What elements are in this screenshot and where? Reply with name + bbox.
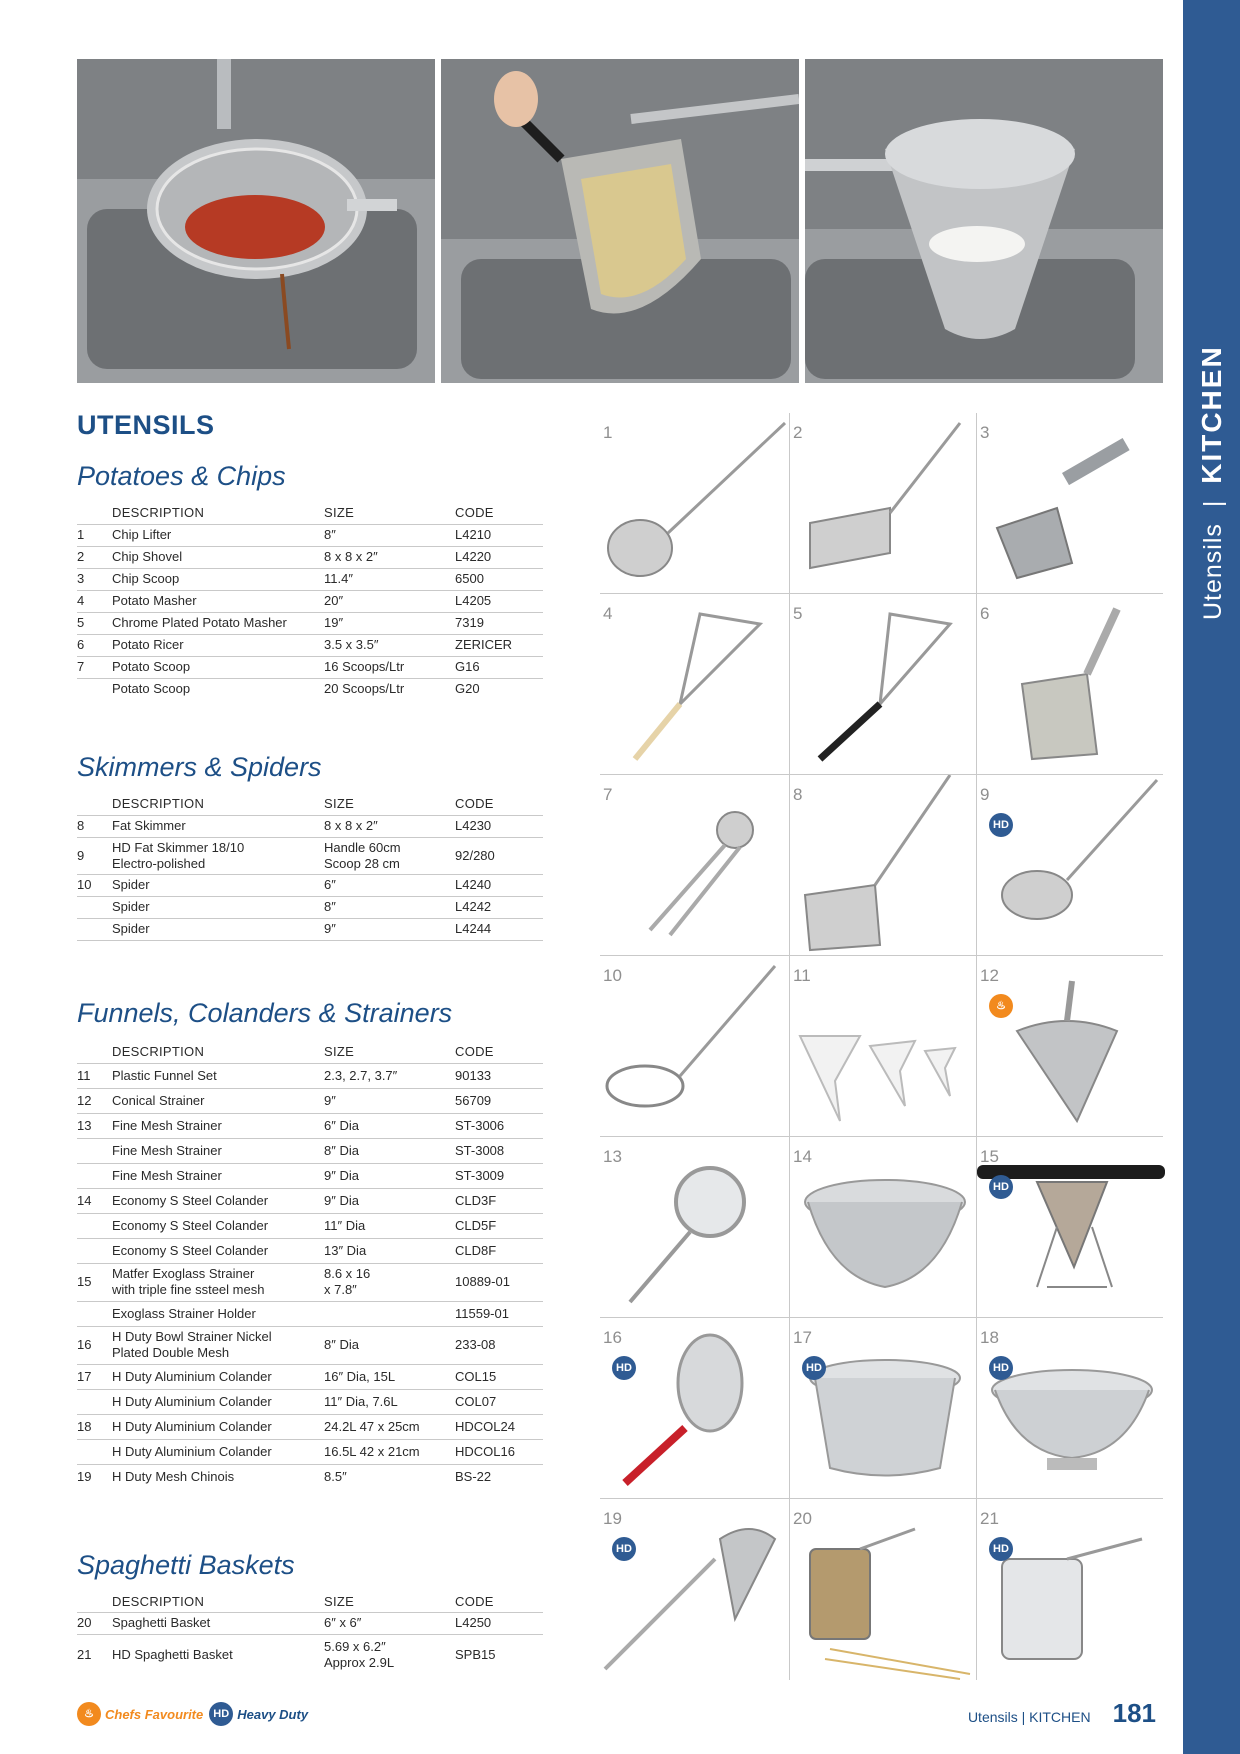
table-row: 21 HD Spaghetti Basket 5.69 x 6.2″ Approx 2.9L SPB15 xyxy=(77,1639,496,1671)
product-cell-16 xyxy=(600,1318,788,1499)
product-cell-2 xyxy=(790,413,978,594)
table-row: 8 Fat Skimmer 8 x 8 x 2″ L4230 xyxy=(77,815,543,837)
section-title-spaghetti: Spaghetti Baskets xyxy=(77,1550,295,1580)
table-row: Spider 9″ L4244 xyxy=(77,918,543,940)
table-row: 10 Spider 6″ L4240 xyxy=(77,874,543,896)
chip-scoop-image xyxy=(977,413,1165,594)
potato-scoop-image xyxy=(600,775,788,956)
header-code: CODE xyxy=(455,1592,543,1612)
table-row: 6 Potato Ricer 3.5 x 3.5″ ZERICER xyxy=(77,634,543,656)
photo-mesh-strainer xyxy=(77,59,435,383)
exoglass-strainer-image xyxy=(977,1137,1165,1318)
item-number: 17 xyxy=(793,1328,812,1347)
hd-badge: HD xyxy=(989,1175,1013,1199)
table-row: 11 Plastic Funnel Set 2.3, 2.7, 3.7″ 90133 xyxy=(77,1063,543,1088)
hd-icon: HD xyxy=(209,1702,233,1726)
product-cell-20 xyxy=(790,1499,978,1680)
table-row: Exoglass Strainer Holder 11559-01 xyxy=(77,1301,543,1326)
photo-pasta-basket xyxy=(441,59,799,383)
table-row: 14 Economy S Steel Colander 9″ Dia CLD3F xyxy=(77,1188,543,1213)
table-row: Fine Mesh Strainer 9″ Dia ST-3009 xyxy=(77,1163,543,1188)
item-number: 2 xyxy=(793,423,803,442)
item-number: 1 xyxy=(603,423,613,442)
product-grid xyxy=(600,413,1163,1680)
footer-section-label: Utensils | KITCHEN xyxy=(967,1709,1091,1725)
product-cell-4 xyxy=(600,594,788,775)
header-code: CODE xyxy=(455,1041,543,1063)
item-number: 21 xyxy=(980,1509,999,1528)
item-number: 14 xyxy=(793,1147,812,1166)
item-number: 9 xyxy=(980,785,990,804)
side-category: KITCHEN xyxy=(1196,345,1227,484)
hd-spaghetti-basket-image xyxy=(977,1499,1165,1680)
table-skimmers xyxy=(77,794,543,941)
side-band xyxy=(1183,0,1240,1754)
table-row: Potato Scoop 20 Scoops/Ltr G20 xyxy=(112,681,480,697)
table-row: 3 Chip Scoop 11.4″ 6500 xyxy=(77,568,543,590)
item-number: 15 xyxy=(980,1147,999,1166)
table-row: 4 Potato Masher 20″ L4205 xyxy=(77,590,543,612)
table-row: 9 HD Fat Skimmer 18/10 Electro-polished Handle 60cm Scoop 28 cm 92/280 xyxy=(77,837,543,874)
chrome-masher-image xyxy=(790,594,978,775)
product-cell-21 xyxy=(977,1499,1165,1680)
table-row: 18 H Duty Aluminium Colander 24.2L 47 x 25cm HDCOL24 xyxy=(77,1414,543,1439)
product-cell-19 xyxy=(600,1499,788,1680)
hd-fat-skimmer-image xyxy=(977,775,1165,956)
chef-icon: ♨ xyxy=(77,1702,101,1726)
header-size: SIZE xyxy=(324,1041,455,1063)
bowl-strainer-image xyxy=(600,1318,788,1499)
photo-conical-strainer xyxy=(805,59,1163,383)
page-title: UTENSILS xyxy=(77,410,215,440)
table-row: Spider 8″ L4242 xyxy=(77,896,543,918)
header-size: SIZE xyxy=(324,503,455,524)
product-cell-3 xyxy=(977,413,1165,594)
header-size: SIZE xyxy=(324,1592,455,1612)
header-description: DESCRIPTION xyxy=(112,503,324,524)
product-cell-18 xyxy=(977,1318,1165,1499)
side-separator: | xyxy=(1199,499,1227,508)
product-cell-6 xyxy=(977,594,1165,775)
section-title-funnels: Funnels, Colanders & Strainers xyxy=(77,998,453,1028)
item-number: 20 xyxy=(793,1509,812,1528)
header-size: SIZE xyxy=(324,794,455,815)
item-number: 13 xyxy=(603,1147,622,1166)
potato-ricer-image xyxy=(977,594,1165,775)
product-cell-15 xyxy=(977,1137,1165,1318)
table-row: 5 Chrome Plated Potato Masher 19″ 7319 xyxy=(77,612,543,634)
table-row: 15 Matfer Exoglass Strainer with triple fine ssteel mesh 8.6 x 16 x 7.8″ 10889-01 xyxy=(77,1263,543,1301)
table-spaghetti xyxy=(77,1592,543,1676)
product-cell-13 xyxy=(600,1137,788,1318)
header-description: DESCRIPTION xyxy=(112,1592,324,1612)
footer-page-info xyxy=(968,1698,1156,1729)
spaghetti-basket-image xyxy=(790,1499,978,1680)
table-row: 1 Chip Lifter 8″ L4210 xyxy=(77,524,543,546)
conical-strainer-image xyxy=(977,956,1165,1137)
item-number: 6 xyxy=(980,604,990,623)
chef-badge: ♨ xyxy=(989,994,1013,1018)
item-number: 4 xyxy=(603,604,613,623)
item-number: 8 xyxy=(793,785,803,804)
product-cell-1 xyxy=(600,413,788,594)
chip-lifter-image xyxy=(600,413,788,594)
table-funnels xyxy=(77,1041,543,1489)
chip-shovel-image xyxy=(790,413,978,594)
table-row: Economy S Steel Colander 11″ Dia CLD5F xyxy=(77,1213,543,1238)
item-number: 16 xyxy=(603,1328,622,1347)
hd-badge: HD xyxy=(612,1537,636,1561)
hd-colander-image xyxy=(977,1318,1165,1499)
section-title-potatoes: Potatoes & Chips xyxy=(77,461,286,491)
item-number: 5 xyxy=(793,604,803,623)
spider-image xyxy=(600,956,788,1137)
product-cell-12 xyxy=(977,956,1165,1137)
item-number: 7 xyxy=(603,785,613,804)
table-row: H Duty Aluminium Colander 16.5L 42 x 21cm HDCOL16 xyxy=(77,1439,543,1464)
hd-badge: HD xyxy=(989,1356,1013,1380)
table-row: 20 Spaghetti Basket 6″ x 6″ L4250 xyxy=(77,1612,543,1634)
fat-skimmer-image xyxy=(790,775,978,956)
product-cell-8 xyxy=(790,775,978,956)
hd-badge: HD xyxy=(802,1356,826,1380)
item-number: 3 xyxy=(980,423,990,442)
table-row: 12 Conical Strainer 9″ 56709 xyxy=(77,1088,543,1113)
header-description: DESCRIPTION xyxy=(112,1041,324,1063)
potato-masher-image xyxy=(600,594,788,775)
side-section: Utensils xyxy=(1199,523,1227,620)
table-row: 19 H Duty Mesh Chinois 8.5″ BS-22 xyxy=(77,1468,492,1484)
product-cell-10 xyxy=(600,956,788,1137)
table-row: 17 H Duty Aluminium Colander 16″ Dia, 15L COL15 xyxy=(77,1364,543,1389)
page-number: 181 xyxy=(1112,1698,1156,1728)
legend-chefs-favourite: Chefs Favourite xyxy=(105,1706,204,1722)
item-number: 10 xyxy=(603,966,622,985)
hd-badge: HD xyxy=(612,1356,636,1380)
header-description: DESCRIPTION xyxy=(112,794,324,815)
item-number: 18 xyxy=(980,1328,999,1347)
table-row: 7 Potato Scoop 16 Scoops/Ltr G16 xyxy=(77,656,543,678)
hd-badge: HD xyxy=(989,1537,1013,1561)
steel-colander-image xyxy=(790,1137,978,1318)
mesh-chinois-image xyxy=(600,1499,788,1680)
table-row: Economy S Steel Colander 13″ Dia CLD8F xyxy=(77,1238,543,1263)
header-code: CODE xyxy=(455,794,543,815)
product-cell-9 xyxy=(977,775,1165,956)
product-cell-11 xyxy=(790,956,978,1137)
item-number: 11 xyxy=(793,966,811,985)
item-number: 12 xyxy=(980,966,999,985)
table-row: 13 Fine Mesh Strainer 6″ Dia ST-3006 xyxy=(77,1113,543,1138)
table-row: 16 H Duty Bowl Strainer Nickel Plated Double Mesh 8″ Dia 233-08 xyxy=(77,1326,543,1364)
section-title-skimmers: Skimmers & Spiders xyxy=(77,752,322,782)
table-row: Fine Mesh Strainer 8″ Dia ST-3008 xyxy=(77,1138,543,1163)
hd-badge: HD xyxy=(989,813,1013,837)
item-number: 19 xyxy=(603,1509,622,1528)
footer-legend xyxy=(77,1702,308,1726)
product-cell-5 xyxy=(790,594,978,775)
product-cell-17 xyxy=(790,1318,978,1499)
product-cell-7 xyxy=(600,775,788,956)
legend-heavy-duty: Heavy Duty xyxy=(237,1706,309,1722)
product-cell-14 xyxy=(790,1137,978,1318)
side-band-label xyxy=(1192,320,1230,620)
table-row: 2 Chip Shovel 8 x 8 x 2″ L4220 xyxy=(77,546,543,568)
fine-mesh-strainer-image xyxy=(600,1137,788,1318)
header-code: CODE xyxy=(455,503,543,524)
table-potatoes xyxy=(77,503,543,700)
table-row: H Duty Aluminium Colander 11″ Dia, 7.6L COL07 xyxy=(77,1389,543,1414)
aluminium-colander-image xyxy=(790,1318,978,1499)
plastic-funnel-set-image xyxy=(790,956,978,1137)
